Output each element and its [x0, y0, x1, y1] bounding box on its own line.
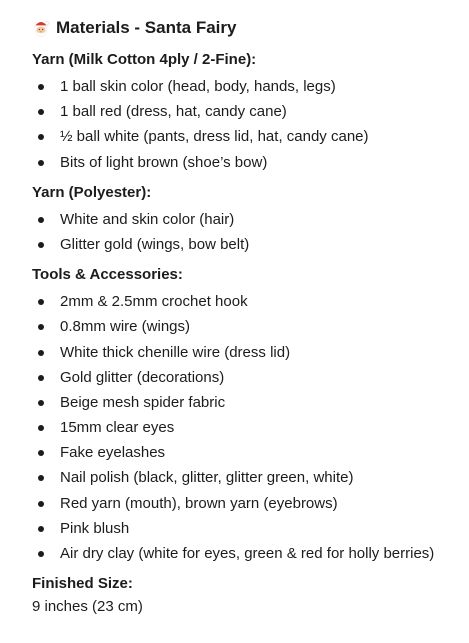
list-item-text: Nail polish (black, glitter, glitter green, white) [60, 469, 354, 487]
list-item-text: 1 ball red (dress, hat, candy cane) [60, 103, 287, 121]
bullet-icon [38, 551, 44, 557]
section-heading: Finished Size: [32, 575, 133, 593]
list-item [32, 232, 462, 257]
list-item [32, 207, 462, 232]
list-item-text: Beige mesh spider fabric [60, 393, 226, 411]
bullet-icon [38, 375, 44, 381]
page-title [32, 14, 462, 42]
bullet-icon [38, 84, 44, 90]
section-finished-size [32, 574, 462, 618]
list-item-text: Air dry clay (white for eyes, green & red for holly berries) [60, 545, 435, 562]
item-list [32, 289, 462, 566]
bullet-icon [38, 109, 44, 115]
bullet-icon [38, 350, 44, 356]
bullet-icon [38, 299, 44, 305]
list-item-text: Red yarn (mouth), brown yarn (eyebrows) [60, 494, 338, 512]
list-item [32, 516, 462, 541]
list-item [32, 491, 462, 516]
bullet-icon [38, 242, 44, 248]
list-item [32, 340, 462, 365]
list-item [32, 390, 462, 415]
list-item-text: Pink blush [60, 519, 130, 537]
list-item [32, 289, 462, 314]
list-item-text: Glitter gold (wings, bow belt) [60, 235, 250, 253]
bullet-icon [38, 134, 44, 140]
list-item [32, 150, 462, 175]
list-item-text: White thick chenille wire (dress lid) [60, 343, 291, 361]
finished-size-value: 9 inches (23 cm) [32, 598, 143, 616]
bullet-icon [38, 475, 44, 481]
list-item [32, 314, 462, 339]
list-item-text: 2mm & 2.5mm crochet hook [60, 293, 248, 311]
section-yarn-milk-cotton [32, 50, 462, 175]
bullet-icon [38, 400, 44, 406]
item-list [32, 207, 462, 257]
list-item-text: 0.8mm wire (wings) [60, 318, 191, 336]
santa-emoji-icon [32, 19, 50, 37]
list-item [32, 465, 462, 490]
list-item [32, 415, 462, 440]
list-item [32, 124, 462, 149]
list-item-text: 15mm clear eyes [60, 419, 175, 437]
list-item-text: Bits of light brown (shoe’s bow) [60, 153, 268, 171]
bullet-icon [38, 324, 44, 330]
list-item-text: Fake eyelashes [60, 444, 166, 462]
item-list [32, 74, 462, 175]
list-item-text: 1 ball skin color (head, body, hands, legs) [60, 78, 336, 95]
list-item-text: White and skin color (hair) [60, 210, 235, 228]
bullet-icon [38, 425, 44, 431]
list-item [32, 440, 462, 465]
list-item-text: Gold glitter (decorations) [60, 368, 225, 386]
list-item [32, 541, 462, 566]
section-tools-accessories [32, 265, 462, 566]
section-yarn-polyester [32, 183, 462, 257]
list-item-text: ½ ball white (pants, dress lid, hat, candy cane) [60, 128, 369, 146]
section-heading: Yarn (Milk Cotton 4ply / 2-Fine): [32, 51, 257, 68]
title-text: Materials - Santa Fairy [56, 18, 237, 37]
section-heading: Tools & Accessories: [32, 266, 183, 284]
bullet-icon [38, 450, 44, 456]
list-item [32, 74, 462, 99]
section-heading: Yarn (Polyester): [32, 183, 152, 201]
materials-document [32, 14, 462, 618]
bullet-icon [38, 217, 44, 223]
bullet-icon [38, 160, 44, 166]
list-item [32, 365, 462, 390]
list-item [32, 99, 462, 124]
bullet-icon [38, 501, 44, 507]
bullet-icon [38, 526, 44, 532]
